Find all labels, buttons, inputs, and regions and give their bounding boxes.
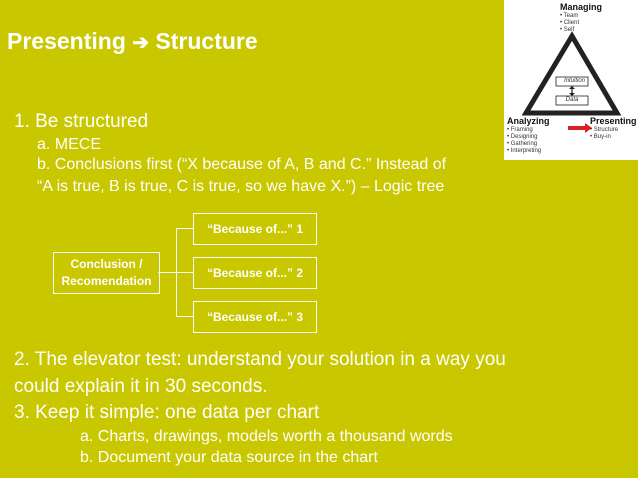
- analyzing-item: • Interpreting: [507, 148, 542, 154]
- analyzing-item: • Designing: [507, 134, 538, 140]
- data-label: Data: [565, 97, 579, 103]
- managing-item: • Team: [560, 13, 579, 19]
- point-2-line2: could explain it in 30 seconds.: [14, 376, 268, 397]
- point-3a: a. Charts, drawings, models worth a thousand words: [80, 428, 453, 445]
- managing-heading: Managing: [560, 2, 602, 12]
- analyzing-item: • Framing: [507, 127, 533, 133]
- analyzing-item: • Gathering: [507, 141, 538, 147]
- tree-branch-2: [176, 272, 193, 273]
- reason-box-3: “Because of...” 3: [193, 301, 317, 333]
- point-3: 3. Keep it simple: one data per chart: [14, 402, 320, 423]
- conclusion-line2: Recomendation: [61, 274, 152, 288]
- presenting-heading: Presenting: [590, 116, 637, 126]
- arrow-right-icon: ➔: [132, 32, 150, 54]
- tree-connector-h: [158, 272, 176, 273]
- point-1b-line1: b. Conclusions first (“X because of A, B and C.” Instead of: [37, 156, 447, 173]
- point-1b-line2: “A is true, B is true, C is true, so we have X.”) – Logic tree: [37, 178, 445, 195]
- point-3b: b. Document your data source in the chart: [80, 449, 378, 466]
- tree-branch-1: [176, 228, 193, 229]
- point-1: 1. Be structured: [14, 111, 149, 132]
- red-arrow-shaft: [568, 126, 585, 130]
- reason-box-1: “Because of...” 1: [193, 213, 317, 245]
- up-arrow-icon: [569, 86, 575, 89]
- conclusion-line1: Conclusion /: [70, 257, 143, 271]
- slide-title: [7, 28, 258, 55]
- presenting-item: • Buy-in: [590, 134, 611, 140]
- tree-branch-3: [176, 316, 193, 317]
- intuition-label: Intuition: [564, 78, 586, 84]
- managing-item: • Self: [560, 27, 575, 33]
- presenting-item: • Structure: [590, 127, 619, 133]
- point-2-line1: 2. The elevator test: understand your solution in a way you: [14, 349, 506, 370]
- down-arrow-icon: [569, 93, 575, 96]
- framework-thumbnail: [504, 0, 638, 160]
- analyzing-heading: Analyzing: [507, 116, 550, 126]
- point-1a: a. MECE: [37, 136, 102, 153]
- conclusion-box: [53, 252, 160, 294]
- managing-item: • Client: [560, 20, 580, 26]
- reason-box-2: “Because of...” 2: [193, 257, 317, 289]
- title-topic: Structure: [155, 28, 258, 54]
- title-text: Presenting: [7, 28, 126, 54]
